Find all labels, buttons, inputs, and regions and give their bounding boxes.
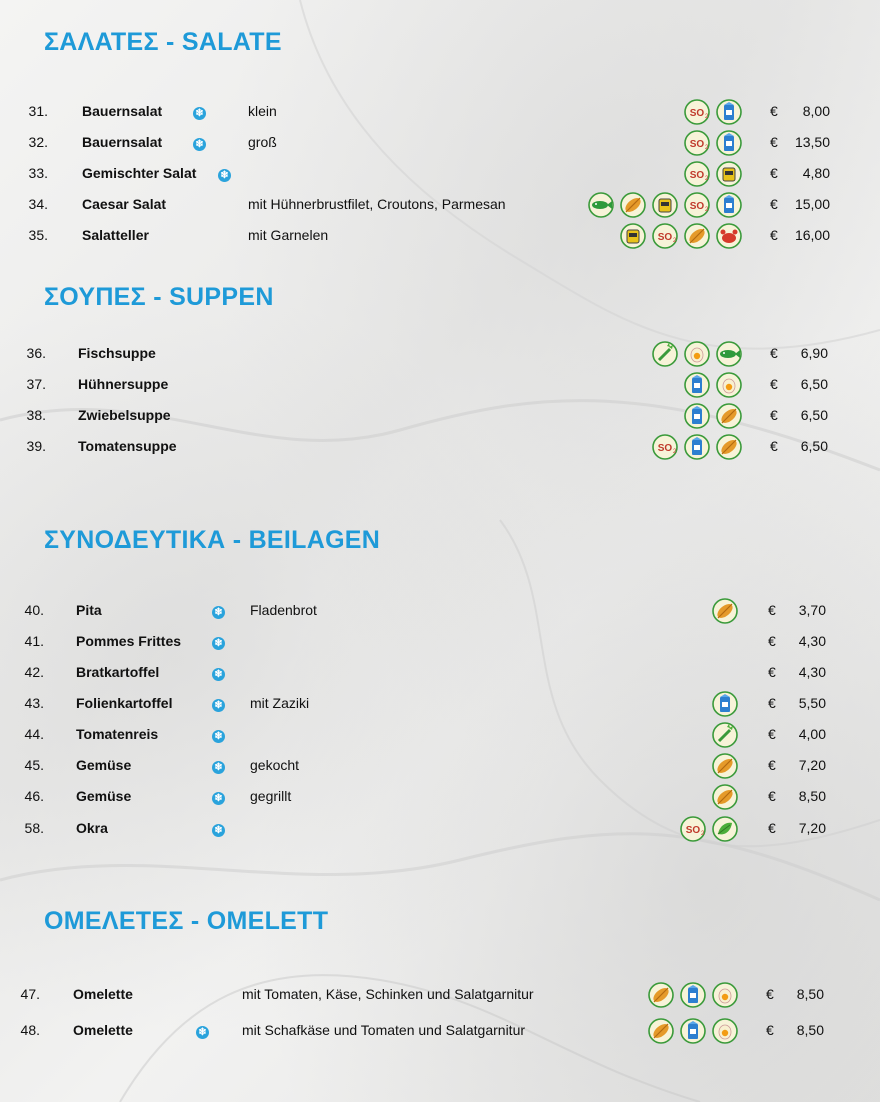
fish-icon bbox=[716, 341, 742, 367]
menu-item-row bbox=[0, 757, 880, 781]
section-title: ΟΜΕΛΕΤΕΣ - OMELETT bbox=[44, 907, 329, 935]
item-number: 34. bbox=[28, 196, 48, 212]
currency-symbol: € bbox=[770, 438, 778, 454]
item-name: Tomatenreis bbox=[76, 726, 159, 742]
menu-item-row bbox=[0, 633, 880, 657]
allergen-icons bbox=[684, 130, 742, 156]
item-number: 48. bbox=[20, 1022, 40, 1038]
leaf-icon bbox=[712, 816, 738, 842]
item-price: 8,50 bbox=[798, 788, 826, 804]
wheat-icon bbox=[712, 753, 738, 779]
currency-symbol: € bbox=[768, 602, 776, 618]
egg-icon bbox=[712, 1018, 738, 1044]
egg-icon bbox=[716, 372, 742, 398]
item-price: 7,20 bbox=[798, 820, 826, 836]
allergen-icons bbox=[684, 403, 742, 429]
so2-icon bbox=[652, 434, 678, 460]
menu-item-row bbox=[0, 820, 880, 844]
currency-symbol: € bbox=[768, 664, 776, 680]
item-description: gegrillt bbox=[250, 788, 292, 804]
currency-symbol: € bbox=[770, 134, 778, 150]
egg-icon bbox=[712, 982, 738, 1008]
allergen-icons bbox=[712, 691, 738, 717]
currency-symbol: € bbox=[768, 788, 776, 804]
item-price: 6,50 bbox=[800, 407, 828, 423]
item-number: 43. bbox=[24, 695, 44, 711]
svg-text:2: 2 bbox=[705, 114, 709, 120]
section-title: ΣΑΛΑΤΕΣ - SALATE bbox=[44, 28, 282, 56]
mustard-icon bbox=[620, 223, 646, 249]
item-number: 39. bbox=[26, 438, 46, 454]
item-number: 33. bbox=[28, 165, 48, 181]
allergen-icons bbox=[648, 982, 738, 1008]
item-number: 31. bbox=[28, 103, 48, 119]
milk-icon bbox=[684, 403, 710, 429]
snowflake-icon: ❄ bbox=[212, 792, 225, 805]
menu-item-row bbox=[0, 664, 880, 688]
menu-item-row bbox=[0, 407, 880, 431]
allergen-icons bbox=[620, 223, 742, 249]
item-name: Gemischter Salat bbox=[82, 165, 197, 181]
allergen-icons bbox=[588, 192, 742, 218]
item-description: mit Hühnerbrustfilet, Croutons, Parmesan bbox=[248, 196, 506, 212]
item-name: Omelette bbox=[73, 986, 133, 1002]
item-price: 4,30 bbox=[798, 633, 826, 649]
so2-icon bbox=[684, 99, 710, 125]
item-number: 46. bbox=[24, 788, 44, 804]
menu-item-row bbox=[0, 165, 880, 189]
milk-icon bbox=[680, 1018, 706, 1044]
item-price: 6,50 bbox=[800, 376, 828, 392]
snowflake-icon: ❄ bbox=[212, 606, 225, 619]
item-number: 35. bbox=[28, 227, 48, 243]
menu-item-row bbox=[0, 602, 880, 626]
item-name: Hühnersuppe bbox=[78, 376, 169, 392]
currency-symbol: € bbox=[770, 407, 778, 423]
svg-text:2: 2 bbox=[701, 831, 705, 837]
allergen-icons bbox=[652, 434, 742, 460]
crab-icon bbox=[716, 223, 742, 249]
menu-item-row bbox=[0, 726, 880, 750]
section-title: ΣΥΝΟΔΕΥΤΙΚΑ - BEILAGEN bbox=[44, 526, 381, 554]
item-price: 4,00 bbox=[798, 726, 826, 742]
svg-text:2: 2 bbox=[673, 238, 677, 244]
currency-symbol: € bbox=[768, 726, 776, 742]
item-name: Gemüse bbox=[76, 757, 132, 773]
allergen-icons bbox=[684, 372, 742, 398]
item-description: klein bbox=[248, 103, 277, 119]
wheat-icon bbox=[684, 223, 710, 249]
svg-text:2: 2 bbox=[705, 176, 709, 182]
currency-symbol: € bbox=[770, 345, 778, 361]
allergen-icons bbox=[712, 784, 738, 810]
item-description: gekocht bbox=[250, 757, 300, 773]
item-name: Okra bbox=[76, 820, 108, 836]
allergen-icons bbox=[680, 816, 738, 842]
currency-symbol: € bbox=[770, 227, 778, 243]
so2-icon bbox=[684, 192, 710, 218]
egg-icon bbox=[684, 341, 710, 367]
item-description: mit Zaziki bbox=[250, 695, 310, 711]
item-description: mit Garnelen bbox=[248, 227, 329, 243]
menu-item-row bbox=[0, 196, 880, 220]
section-title: ΣΟΥΠΕΣ - SUPPEN bbox=[44, 283, 274, 311]
currency-symbol: € bbox=[770, 165, 778, 181]
celery-icon bbox=[652, 341, 678, 367]
item-price: 6,90 bbox=[800, 345, 828, 361]
allergen-icons bbox=[712, 598, 738, 624]
menu-item-row bbox=[0, 227, 880, 251]
item-price: 4,30 bbox=[798, 664, 826, 680]
wheat-icon bbox=[620, 192, 646, 218]
currency-symbol: € bbox=[766, 1022, 774, 1038]
menu-item-row bbox=[0, 345, 880, 369]
item-price: 6,50 bbox=[800, 438, 828, 454]
wheat-icon bbox=[716, 403, 742, 429]
item-price: 8,00 bbox=[802, 103, 830, 119]
menu-item-row bbox=[0, 986, 880, 1010]
allergen-icons bbox=[712, 753, 738, 779]
menu-item-row bbox=[0, 103, 880, 127]
snowflake-icon: ❄ bbox=[212, 637, 225, 650]
item-description: mit Tomaten, Käse, Schinken und Salatgarnitur bbox=[242, 986, 534, 1002]
milk-icon bbox=[716, 99, 742, 125]
snowflake-icon: ❄ bbox=[212, 730, 225, 743]
item-number: 40. bbox=[24, 602, 44, 618]
milk-icon bbox=[680, 982, 706, 1008]
item-price: 8,50 bbox=[796, 986, 824, 1002]
allergen-icons bbox=[652, 341, 742, 367]
item-name: Folienkartoffel bbox=[76, 695, 173, 711]
allergen-icons bbox=[648, 1018, 738, 1044]
menu-item-row bbox=[0, 134, 880, 158]
allergen-icons bbox=[712, 722, 738, 748]
item-name: Omelette bbox=[73, 1022, 133, 1038]
item-name: Salatteller bbox=[82, 227, 149, 243]
item-description: Fladenbrot bbox=[250, 602, 317, 618]
item-name: Pommes Frittes bbox=[76, 633, 182, 649]
currency-symbol: € bbox=[770, 103, 778, 119]
fish-icon bbox=[588, 192, 614, 218]
svg-text:SO: SO bbox=[689, 170, 705, 181]
snowflake-icon: ❄ bbox=[212, 668, 225, 681]
item-number: 37. bbox=[26, 376, 46, 392]
snowflake-icon: ❄ bbox=[193, 138, 206, 151]
currency-symbol: € bbox=[766, 986, 774, 1002]
item-number: 38. bbox=[26, 407, 46, 423]
item-name: Tomatensuppe bbox=[78, 438, 177, 454]
snowflake-icon: ❄ bbox=[212, 761, 225, 774]
item-name: Bauernsalat bbox=[82, 103, 163, 119]
milk-icon bbox=[716, 192, 742, 218]
snowflake-icon: ❄ bbox=[212, 824, 225, 837]
svg-text:SO: SO bbox=[657, 232, 673, 243]
item-price: 3,70 bbox=[798, 602, 826, 618]
item-number: 47. bbox=[20, 986, 40, 1002]
milk-icon bbox=[712, 691, 738, 717]
menu-item-row bbox=[0, 1022, 880, 1046]
item-description: mit Schafkäse und Tomaten und Salatgarnitur bbox=[242, 1022, 526, 1038]
item-name: Bauernsalat bbox=[82, 134, 163, 150]
currency-symbol: € bbox=[770, 376, 778, 392]
svg-text:SO: SO bbox=[689, 108, 705, 119]
currency-symbol: € bbox=[768, 820, 776, 836]
item-number: 42. bbox=[24, 664, 44, 680]
snowflake-icon: ❄ bbox=[212, 699, 225, 712]
menu-item-row bbox=[0, 695, 880, 719]
item-number: 58. bbox=[24, 820, 44, 836]
item-price: 13,50 bbox=[794, 134, 830, 150]
so2-icon bbox=[684, 161, 710, 187]
snowflake-icon: ❄ bbox=[193, 107, 206, 120]
milk-icon bbox=[716, 130, 742, 156]
wheat-icon bbox=[712, 598, 738, 624]
svg-text:SO: SO bbox=[689, 139, 705, 150]
allergen-icons bbox=[684, 161, 742, 187]
item-number: 41. bbox=[24, 633, 44, 649]
wheat-icon bbox=[648, 1018, 674, 1044]
item-number: 32. bbox=[28, 134, 48, 150]
item-name: Bratkartoffel bbox=[76, 664, 160, 680]
item-name: Gemüse bbox=[76, 788, 132, 804]
item-price: 16,00 bbox=[794, 227, 830, 243]
item-description: groß bbox=[248, 134, 277, 150]
item-name: Zwiebelsuppe bbox=[78, 407, 171, 423]
wheat-icon bbox=[712, 784, 738, 810]
currency-symbol: € bbox=[768, 633, 776, 649]
menu-item-row bbox=[0, 438, 880, 462]
mustard-icon bbox=[652, 192, 678, 218]
item-price: 5,50 bbox=[798, 695, 826, 711]
menu-item-row bbox=[0, 788, 880, 812]
svg-text:SO: SO bbox=[689, 201, 705, 212]
so2-icon bbox=[652, 223, 678, 249]
so2-icon bbox=[684, 130, 710, 156]
item-price: 8,50 bbox=[796, 1022, 824, 1038]
item-name: Pita bbox=[76, 602, 102, 618]
allergen-icons bbox=[684, 99, 742, 125]
milk-icon bbox=[684, 434, 710, 460]
snowflake-icon: ❄ bbox=[196, 1026, 209, 1039]
item-price: 15,00 bbox=[794, 196, 830, 212]
milk-icon bbox=[684, 372, 710, 398]
wheat-icon bbox=[648, 982, 674, 1008]
svg-text:2: 2 bbox=[705, 145, 709, 151]
item-name: Fischsuppe bbox=[78, 345, 156, 361]
mustard-icon bbox=[716, 161, 742, 187]
svg-text:SO: SO bbox=[657, 443, 673, 454]
svg-text:2: 2 bbox=[673, 449, 677, 455]
currency-symbol: € bbox=[770, 196, 778, 212]
currency-symbol: € bbox=[768, 695, 776, 711]
svg-text:2: 2 bbox=[705, 207, 709, 213]
item-price: 7,20 bbox=[798, 757, 826, 773]
snowflake-icon: ❄ bbox=[218, 169, 231, 182]
currency-symbol: € bbox=[768, 757, 776, 773]
menu-item-row bbox=[0, 376, 880, 400]
so2-icon bbox=[680, 816, 706, 842]
wheat-icon bbox=[716, 434, 742, 460]
item-price: 4,80 bbox=[802, 165, 830, 181]
item-name: Caesar Salat bbox=[82, 196, 167, 212]
celery-icon bbox=[712, 722, 738, 748]
item-number: 36. bbox=[26, 345, 46, 361]
svg-text:SO: SO bbox=[685, 825, 701, 836]
item-number: 45. bbox=[24, 757, 44, 773]
item-number: 44. bbox=[24, 726, 44, 742]
